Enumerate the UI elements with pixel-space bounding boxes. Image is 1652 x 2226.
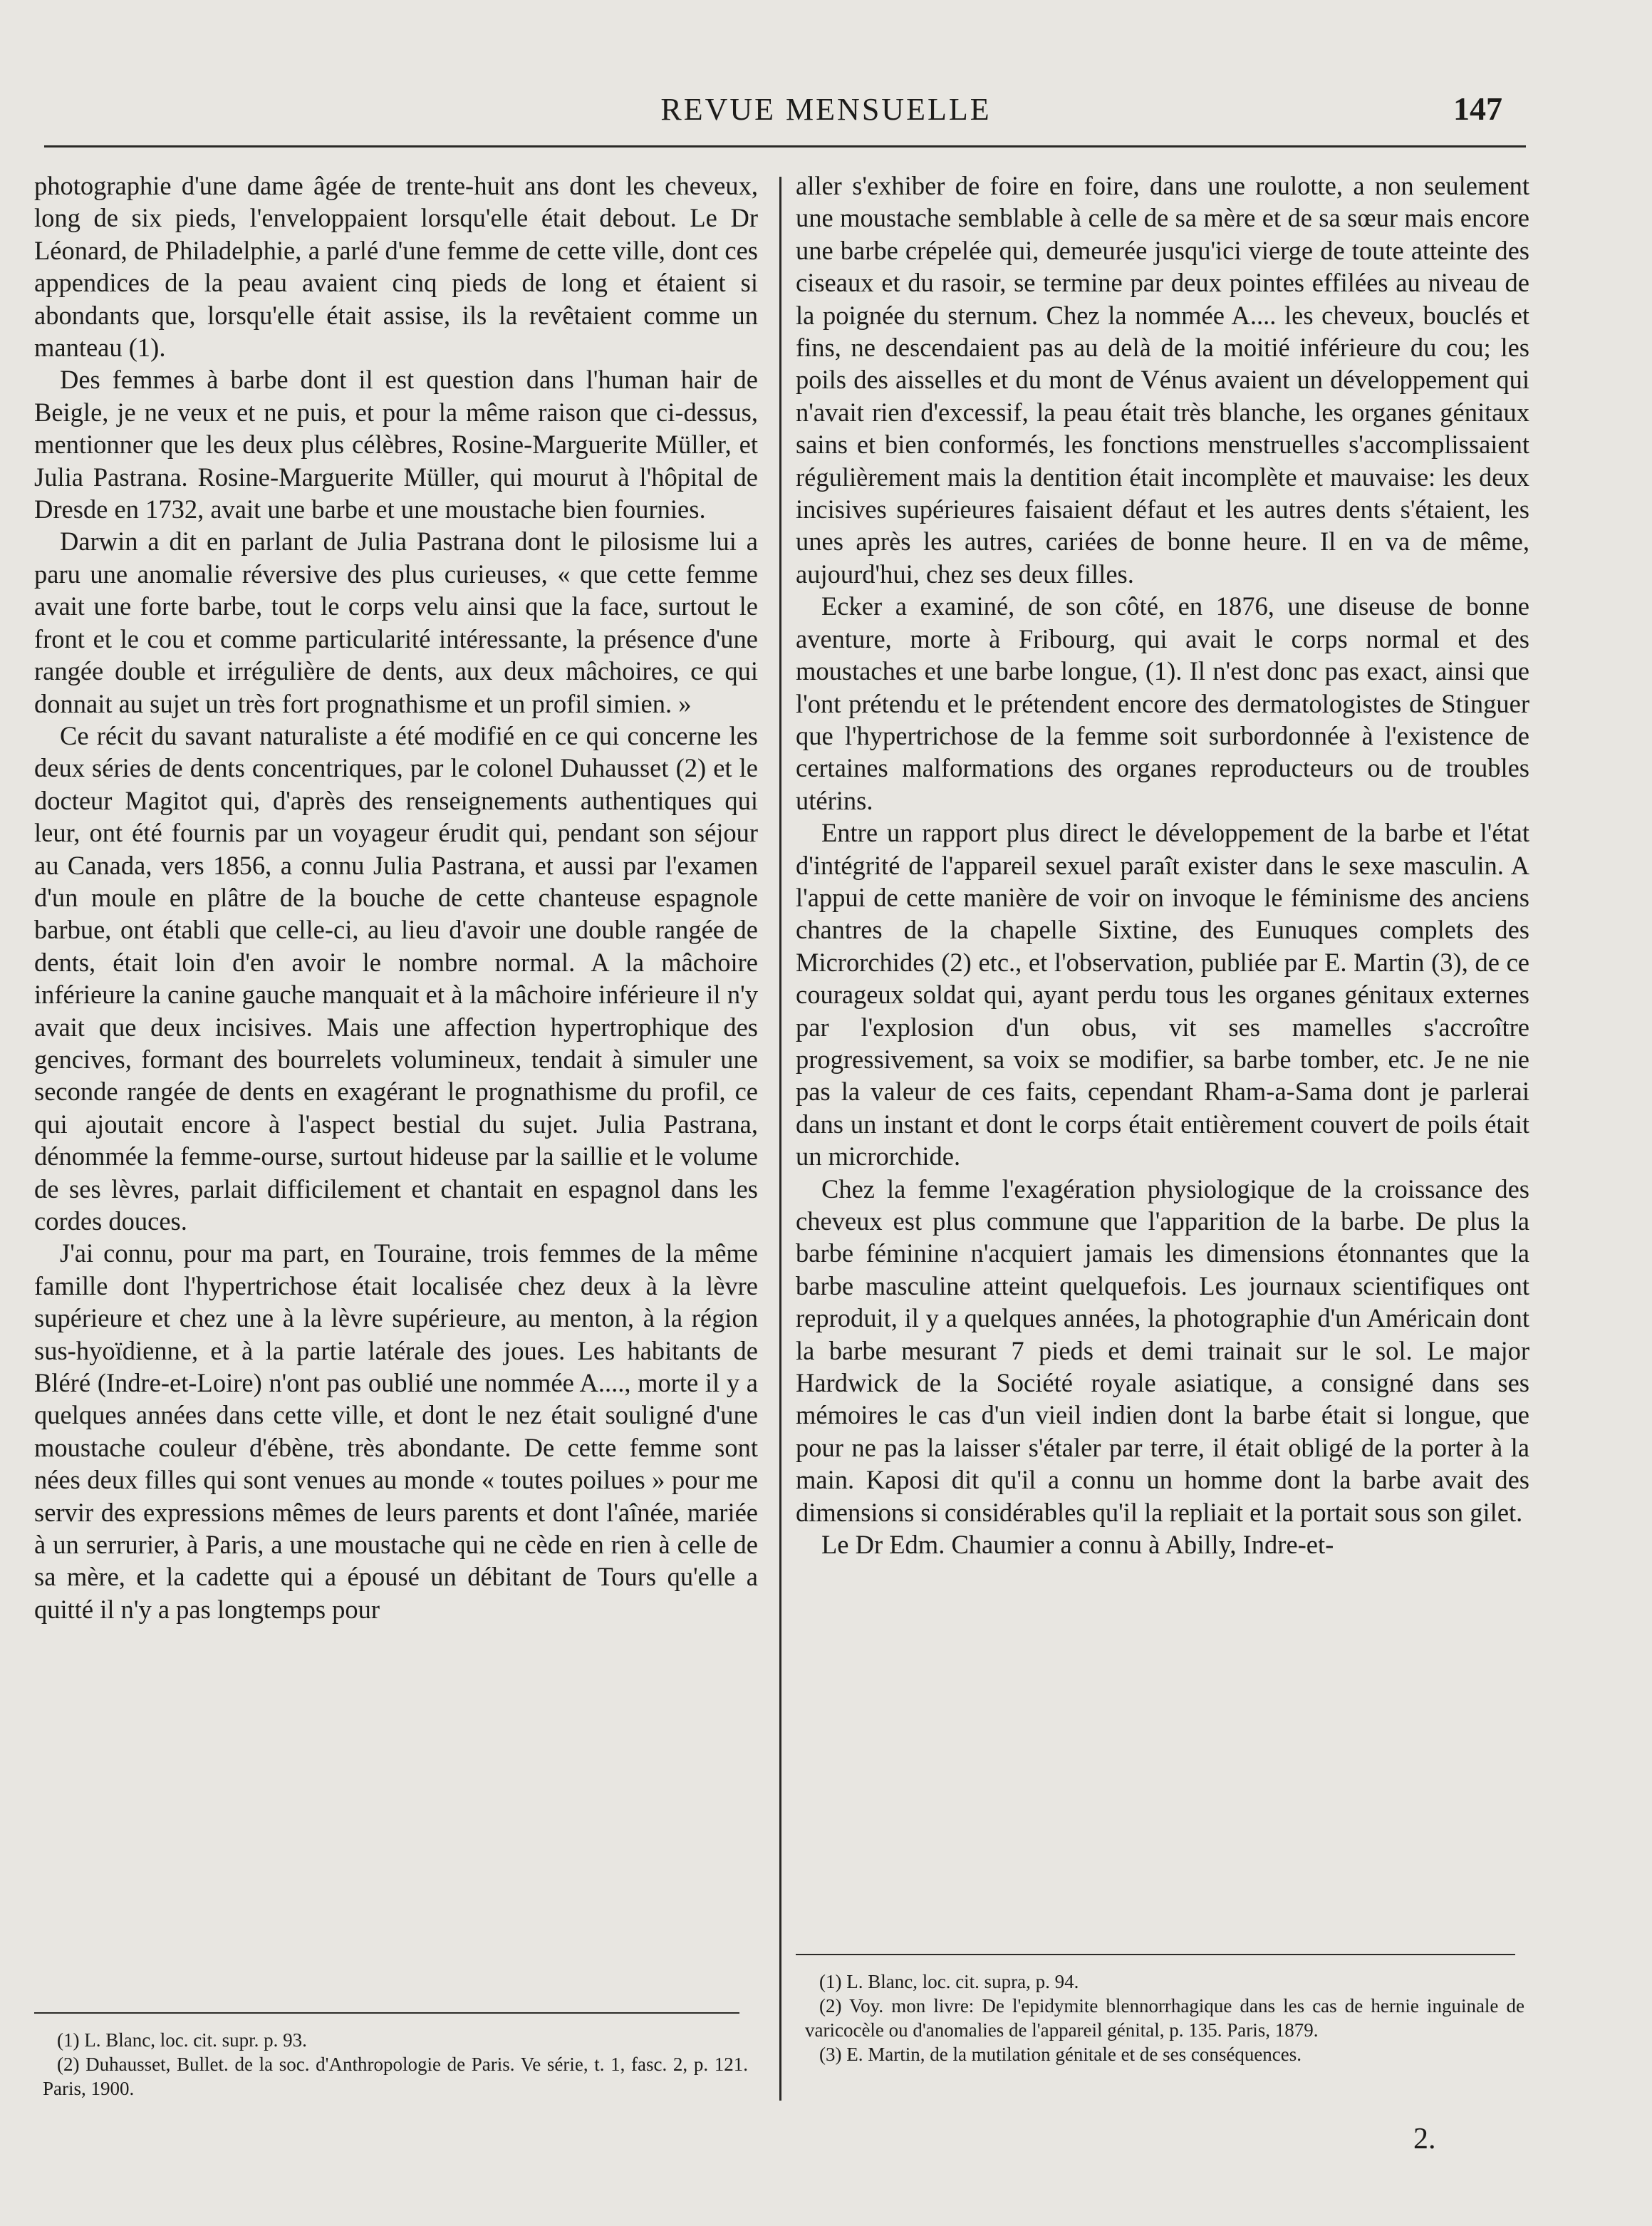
paragraph: aller s'exhiber de foire en foire, dans une roulotte, a non seulement une moustache semblable à celle de sa mère et de sa sœur mais encore une barbe crépelée qui, demeurée jusqu'ici vierge de toute atteinte des ciseaux et du rasoir, se termine par deux pointes effilées au niveau de la poignée du sternum. Chez la nommée A.... les cheveux, bouclés et fins, ne descendaient pas au delà de la moitié inférieure du cou; les poils des aisselles et du mont de Vénus avaient un développement qui n'avait rien d'excessif, la peau était très blanche, les organes génitaux sains et bien conformés, les fonctions menstruelles s'accomplissaient régulièrement mais la dentition était incomplète et mauvaise: les deux incisives supérieures faisaient défaut et les autres dents s'étaient, les unes après les autres, cariées de bonne heure. Il en va de même, aujourd'hui, chez ses deux filles.	[796, 171, 1529, 589]
running-head: REVUE MENSUELLE	[660, 92, 992, 127]
signature-mark: 2.	[1413, 2123, 1436, 2155]
paragraph: J'ai connu, pour ma part, en Touraine, trois femmes de la même famille dont l'hypertrichose était localisée chez deux à la lèvre supérieure et chez une à la lèvre supérieure, au menton, à la région sus-hyoïdienne, et à la partie latérale des joues. Les habitants de Bléré (Indre-et-Loire) n'ont pas oublié une nommée A...., morte il y a quelques années dans cette ville, et dont le nez était souligné d'une moustache couleur d'ébène, très abondante. De cette femme sont nées deux filles qui sont venues au monde « toutes poilues » pour me servir des expressions mêmes de leurs parents et dont l'aînée, mariée à un serrurier, à Paris, a une moustache qui ne cède en rien à celle de sa mère, et la cadette qui a épousé un débitant de Tours qu'elle a quitté il n'y a pas longtemps pour	[34, 1238, 758, 1624]
paragraph: Chez la femme l'exagération physiologique de la croissance des cheveux est plus commune que l'apparition de la barbe. De plus la barbe féminine n'acquiert jamais les dimensions étonnantes que la barbe masculine atteint quelquefois. Les journaux scientifiques ont reproduit, il y a quelques années, la photographie d'un Américain dont la barbe mesurant 7 pieds et demi trainait sur le sol. Le major Hardwick de la Société royale asiatique, a consigné dans ses mémoires le cas d'un vieil indien dont la barbe était si longue, que pour ne pas la laisser s'étaler par terre, il était obligé de la porter à la main. Kaposi dit qu'il a connu un homme dont la barbe avait des dimensions si considérables qu'il la repliait et la portait sous son gilet.	[796, 1174, 1529, 1527]
footnote: (2) Duhausset, Bullet. de la soc. d'Anthropologie de Paris. Ve série, t. 1, fasc. 2, p. 121. Paris, 1900.	[43, 2054, 748, 2099]
right-column	[796, 170, 1529, 1560]
column-divider	[779, 177, 781, 2101]
footnotes-right	[805, 1969, 1524, 2066]
paragraph: photographie d'une dame âgée de trente-huit ans dont les cheveux, long de six pieds, l'enveloppaient lorsqu'elle était debout. Le Dr Léonard, de Philadelphie, a parlé d'une femme de cette ville, dont ces appendices de la peau avaient cinq pieds de long et étaient si abondants que, lorsqu'elle était assise, ils la revêtaient comme un manteau (1).	[34, 171, 758, 363]
footnote: (2) Voy. mon livre: De l'epidymite blennorrhagique dans les cas de hernie inguinale de varicocèle ou d'anomalies de l'appareil génital, p. 135. Paris, 1879.	[805, 1995, 1524, 2041]
left-column	[34, 170, 758, 1625]
footnotes-left	[43, 2028, 748, 2101]
paragraph: Darwin a dit en parlant de Julia Pastrana dont le pilosisme lui a paru une anomalie réversive des plus curieuses, « que cette femme avait une forte barbe, tout le corps velu ainsi que la face, surtout le front et le cou et comme particularité intéressante, la présence d'une rangée double et irrégulière de dents, aux deux mâchoires, ce qui donnait au sujet un très fort prognathisme et un profil simien. »	[34, 527, 758, 718]
footnote: (3) E. Martin, de la mutilation génitale et de ses conséquences.	[819, 2044, 1302, 2065]
footnote: (1) L. Blanc, loc. cit. supr. p. 93.	[57, 2029, 307, 2051]
footnote-rule-right	[796, 1954, 1515, 1955]
footnote: (1) L. Blanc, loc. cit. supra, p. 94.	[819, 1971, 1079, 1992]
paragraph: Ce récit du savant naturaliste a été modifié en ce qui concerne les deux séries de dents concentriques, par le colonel Duhausset (2) et le docteur Magitot qui, d'après des renseignements authentiques qui leur, ont été fournis par un voyageur érudit qui, pendant son séjour au Canada, vers 1856, a connu Julia Pastrana, et aussi par l'examen d'un moule en plâtre de la bouche de cette chanteuse espagnole barbue, ont établi que celle-ci, au lieu d'avoir une double rangée de dents, était loin d'en avoir le nombre normal. A la mâchoire inférieure la canine gauche manquait et à la mâchoire inférieure il n'y avait que deux incisives. Mais une affection hypertrophique des gencives, formant des bourrelets volumineux, tendait à simuler une seconde rangée de dents en exagérant le prognathisme du profil, ce qui ajoutait encore à l'aspect bestial du sujet. Julia Pastrana, dénommée la femme-ourse, surtout hideuse par la saillie et le volume de ses lèvres, parlait difficilement et chantait en espagnol dans les cordes douces.	[34, 720, 758, 1236]
paragraph: Le Dr Edm. Chaumier a connu à Abilly, Indre-et-	[821, 1530, 1334, 1560]
paragraph: Des femmes à barbe dont il est question dans l'human hair de Beigle, je ne veux et ne puis, et pour la même raison que ci-dessus, mentionner que les deux plus célèbres, Rosine-Marguerite Müller, et Julia Pastrana. Rosine-Marguerite Müller, qui mourut à l'hôpital de Dresde en 1732, avait une barbe et une moustache bien fournies.	[34, 365, 758, 524]
paragraph: Ecker a examiné, de son côté, en 1876, une diseuse de bonne aventure, morte à Fribourg, qui avait le corps normal et des moustaches et une barbe longue, (1). Il n'est donc pas exact, ainsi que l'ont prétendu et le prétendent encore des dermatologistes de Stinguer que l'hypertrichose de la femme soit surbordonnée à l'existence de certaines malformations des organes reproducteurs ou de troubles utérins.	[796, 591, 1529, 815]
paragraph: Entre un rapport plus direct le développement de la barbe et l'état d'intégrité de l'appareil sexuel paraît exister dans le sexe masculin. A l'appui de cette manière de voir on invoque le féminisme des anciens chantres de la chapelle Sixtine, des Eunuques complets des Microrchides (2) etc., et l'observation, publiée par E. Martin (3), de ce courageux soldat qui, ayant perdu tous les organes génitaux externes par l'explosion d'un obus, vit ses mamelles s'accroître progressivement, sa voix se modifier, sa barbe tomber, etc. Je ne nie pas la valeur de ces faits, cependant Rham-a-Sama dont je parlerai dans un instant et dont le corps était entièrement couvert de poils était un microrchide.	[796, 818, 1529, 1171]
header-rule	[44, 145, 1526, 147]
footnote-rule-left	[34, 2012, 739, 2014]
page-number: 147	[1453, 90, 1502, 127]
